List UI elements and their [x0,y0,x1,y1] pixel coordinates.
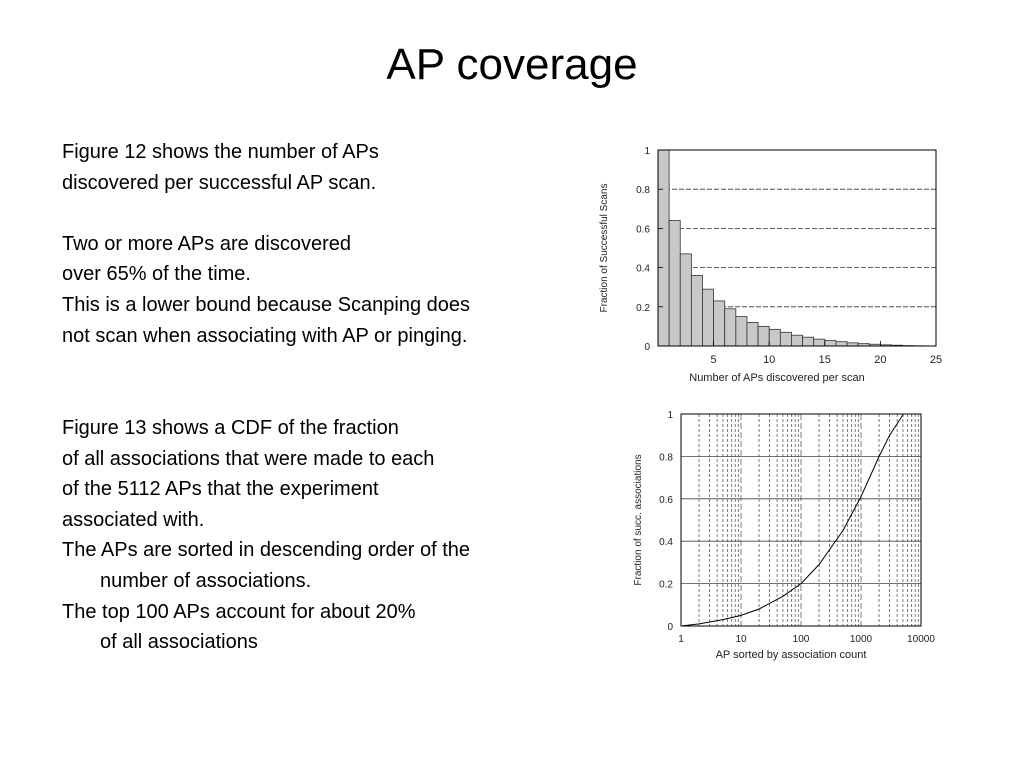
text-line: Figure 12 shows the number of APs [62,141,379,163]
text-line: discovered per successful AP scan. [62,171,377,194]
histogram-bar [714,301,725,346]
histogram-bar [702,289,713,346]
text-line: The APs are sorted in descending order of the [62,539,471,562]
histogram-bar [691,275,702,346]
text-line: not scan when associating with AP or pinging. [62,324,468,347]
x-axis-label: Number of APs discovered per scan [689,372,865,384]
y-tick-label: 0 [644,342,650,353]
histogram-bar [758,326,769,346]
body-text [62,137,582,351]
x-tick-label: 10 [763,354,776,366]
x-tick-label: 10000 [907,634,935,645]
body-text-2 [62,413,582,658]
text-line: The top 100 APs account for about 20% [62,600,416,623]
text-line: Two or more APs are discovered [62,232,352,255]
x-axis-label: AP sorted by association count [715,649,867,661]
x-tick-label: 5 [710,354,717,366]
x-tick-label: 25 [929,354,943,366]
text-line: of all associations [100,631,258,654]
histogram-chart [590,140,960,390]
y-axis-label: Fraction of Successful Scans [599,183,610,313]
y-tick-label: 0.8 [636,185,650,197]
x-tick-label: 10 [735,634,747,645]
x-tick-label: 100 [792,634,810,645]
y-tick-label: 1 [644,146,650,157]
y-tick-label: 0.6 [659,494,673,506]
y-tick-label: 0.8 [659,452,673,464]
x-tick-label: 15 [818,354,831,366]
x-tick-label: 1 [678,634,684,645]
x-tick-label: 1000 [849,634,873,645]
histogram-bar [803,337,814,346]
histogram-bar [669,221,680,346]
text-line: over 65% of the time. [62,263,251,286]
y-tick-label: 0.4 [659,537,673,549]
histogram-bar [769,329,780,346]
slide-title: AP coverage [386,40,638,89]
cdf-line [681,414,904,626]
text-line: of the 5112 APs that the experiment [62,478,379,501]
histogram-bar [791,335,802,346]
histogram-bar [680,254,691,346]
text-line: number of associations. [100,569,312,592]
histogram-bar [814,339,825,346]
histogram-bar [825,341,836,346]
histogram-bar [658,150,669,346]
y-tick-label: 0.2 [659,579,673,591]
y-tick-label: 0 [667,622,673,633]
text-line: associated with. [62,508,205,531]
cdf-chart [625,404,960,674]
histogram-bar [725,309,736,346]
y-tick-label: 0.4 [636,263,650,275]
histogram-bar [736,317,747,346]
text-line: Figure 13 shows a CDF of the fraction [62,417,399,439]
histogram-bar [836,342,847,346]
x-tick-label: 20 [874,354,887,366]
text-line: of all associations that were made to each [62,447,435,470]
y-tick-label: 0.2 [636,302,650,314]
y-axis-label: Fraction of succ. associations [633,454,644,586]
text-line: This is a lower bound because Scanping does [62,293,471,316]
histogram-bar [747,322,758,346]
y-tick-label: 0.6 [636,224,650,236]
y-tick-label: 1 [667,410,673,421]
histogram-bar [780,332,791,346]
